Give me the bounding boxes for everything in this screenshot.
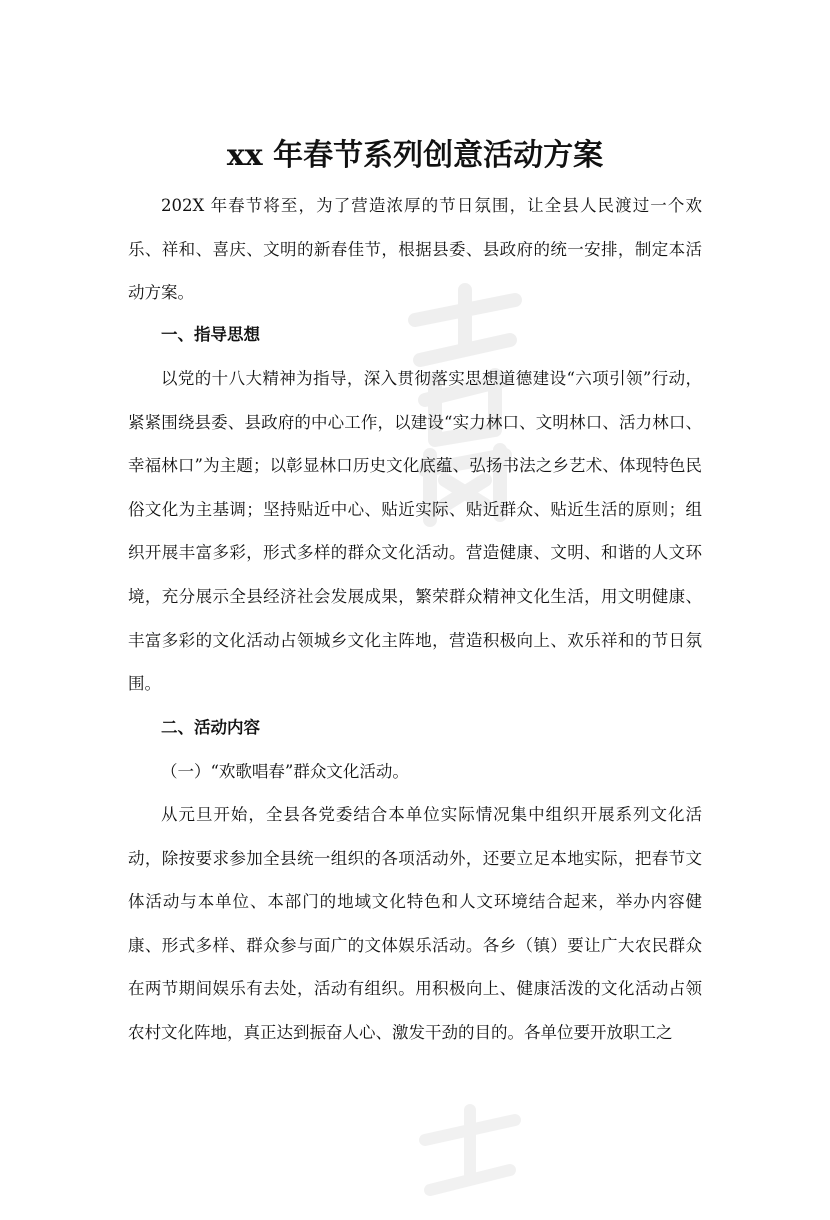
section-heading-guiding-ideology: 一、指导思想 <box>161 325 260 344</box>
activity-content-paragraph: 从元旦开始，全县各党委结合本单位实际情况集中组织开展系列文化活动，除按要求参加全县统一组织的各项活动外，还要立足本地实际，把春节文体活动与本单位、本部门的地域文化特色和人文环境结合起来，举办内容健康、形式多样、群众参与面广的文体娱乐活动。各乡（镇）要让广大农民群众在两节期间娱乐有去处，活动有组织。用积极向上、健康活泼的文化活动占领农村文化阵地，真正达到振奋人心、激发干劲的目的。各单位要开放职工之 <box>128 805 702 1042</box>
watermark-icon-lower <box>410 1100 530 1220</box>
subsection-heading-song-spring: （一）“欢歌唱春”群众文化活动。 <box>161 762 409 781</box>
guiding-ideology-paragraph: 以党的十八大精神为指导，深入贯彻落实思想道德建设“六项引领”行动，紧紧围绕县委、县政府的中心工作，以建设“实力林口、文明林口、活力林口、幸福林口”为主题；以彰显林口历史文化底蕴、弘扬书法之乡艺术、体现特色民俗文化为主基调；坚持贴近中心、贴近实际、贴近群众、贴近生活的原则；组织开展丰富多彩，形式多样的群众文化活动。营造健康、文明、和谐的人文环境，充分展示全县经济社会发展成果，繁荣群众精神文化生活，用文明健康、丰富多彩的文化活动占领城乡文化主阵地，营造积极向上、欢乐祥和的节日氛围。 <box>128 369 702 694</box>
intro-paragraph: 202X 年春节将至，为了营造浓厚的节日氛围，让全县人民渡过一个欢乐、祥和、喜庆、文明的新春佳节，根据县委、县政府的统一安排，制定本活动方案。 <box>128 196 702 303</box>
document-title: xx 年春节系列创意活动方案 <box>226 138 604 174</box>
section-heading-activity-content: 二、活动内容 <box>161 718 260 737</box>
